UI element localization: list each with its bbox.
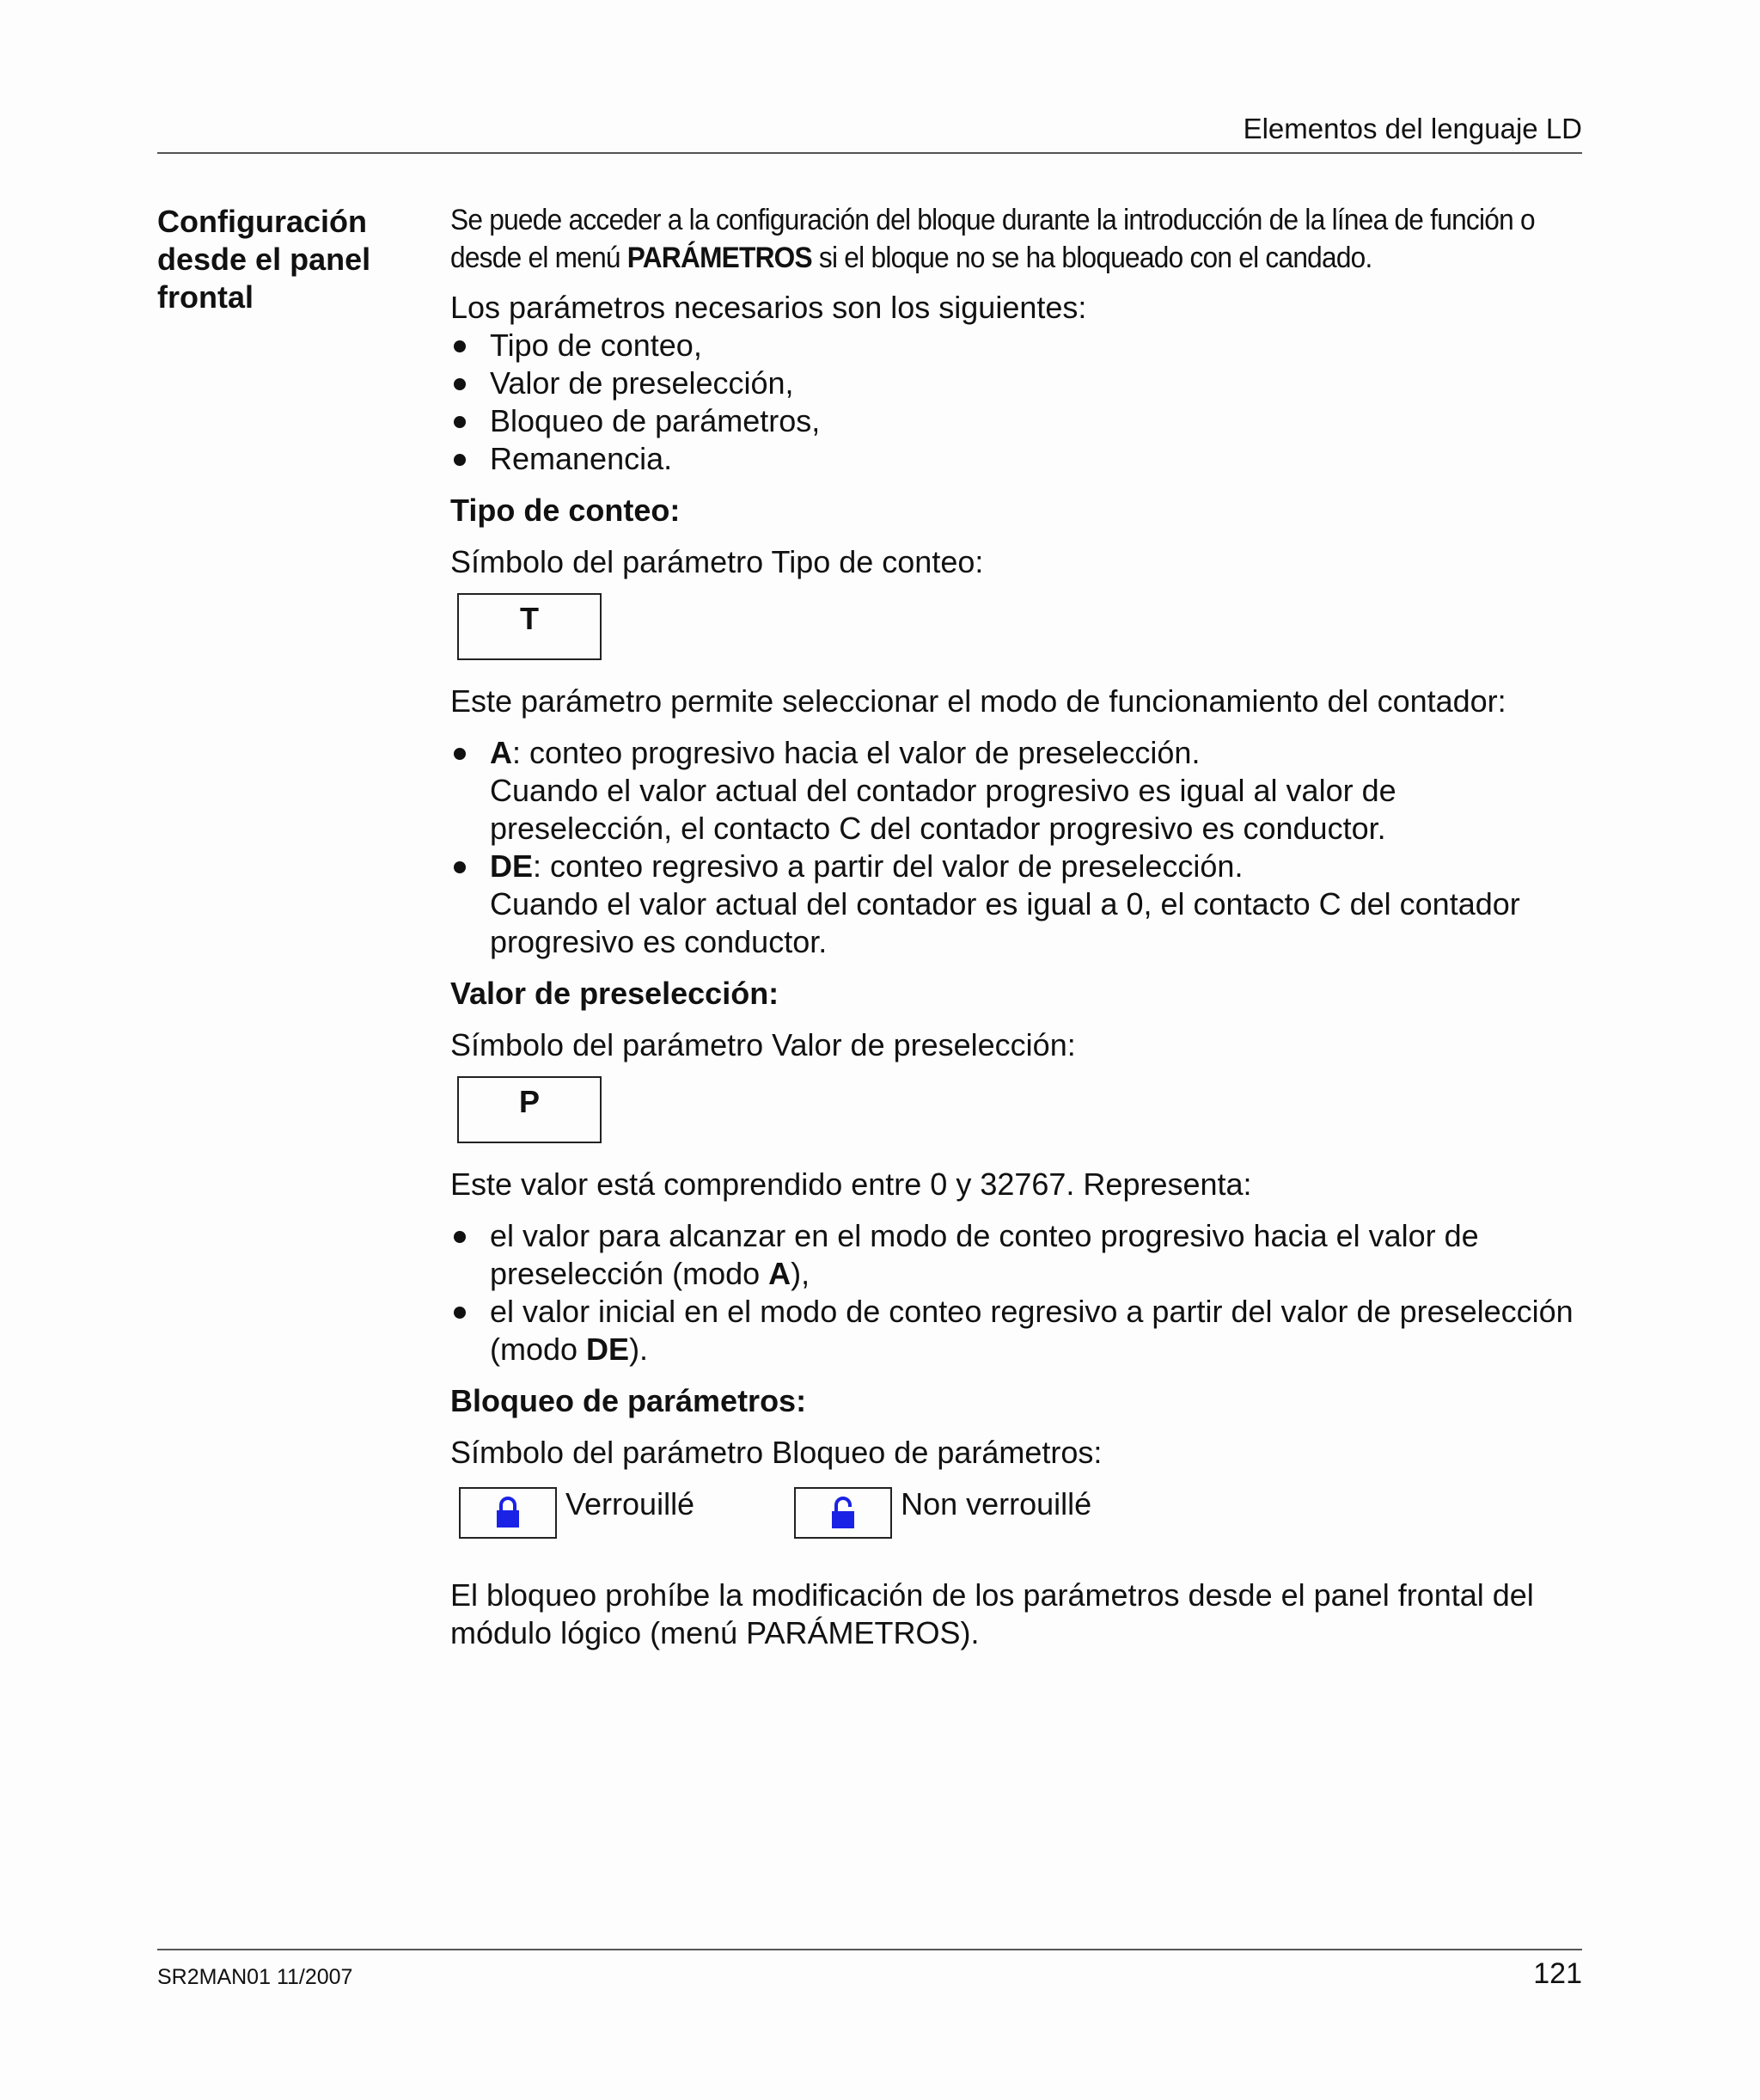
intro-paragraph: Se puede acceder a la configuración del bloque durante la introducción de la línea de función o desde el menú PARÁMETROS si el bloque no se ha bloqueado con el candado. [450, 204, 1535, 274]
symbol-label-valor: Símbolo del parámetro Valor de preselección: [450, 1027, 1076, 1062]
mode-list [450, 734, 1585, 961]
section-heading-valor: Valor de preselección: [450, 976, 779, 1011]
running-header: Elementos del lenguaje LD [1243, 113, 1582, 144]
list-item: DE: conteo regresivo a partir del valor de preselección. Cuando el valor actual del contador es igual a 0, el contacto C del contador progresivo es conductor. [450, 848, 1585, 961]
unlocked-label: Non verrouillé [901, 1486, 1092, 1521]
params-list [450, 327, 1585, 478]
main-content [450, 201, 1585, 1652]
mode-code: A [490, 735, 512, 770]
padlock-unlocked-icon [830, 1496, 856, 1530]
params-intro: Los parámetros necesarios son los siguientes: [450, 290, 1087, 325]
bloqueo-desc: El bloqueo prohíbe la modificación de los parámetros desde el panel frontal del módulo lógico (menú PARÁMETROS). [450, 1577, 1534, 1650]
symbol-box-t: T [457, 593, 602, 660]
valor-desc: Este valor está comprendido entre 0 y 32767. Representa: [450, 1166, 1252, 1202]
symbol-box-p: P [457, 1076, 602, 1143]
footer-rule [157, 1949, 1582, 1950]
section-heading-tipo-conteo: Tipo de conteo: [450, 493, 681, 528]
header-rule [157, 152, 1582, 154]
list-item: Tipo de conteo, [450, 327, 1585, 364]
doc-reference: SR2MAN01 11/2007 [157, 1965, 353, 1989]
tipo-conteo-desc: Este parámetro permite seleccionar el modo de funcionamiento del contador: [450, 683, 1506, 719]
mode-code: DE [490, 848, 534, 884]
symbol-label-tipo: Símbolo del parámetro Tipo de conteo: [450, 544, 984, 579]
lock-symbols-row [450, 1487, 1585, 1539]
side-heading: Configuración desde el panel frontal [157, 204, 371, 315]
unlocked-symbol-box [794, 1487, 892, 1539]
list-item: Remanencia. [450, 440, 1585, 478]
list-item: el valor para alcanzar en el modo de conteo progresivo hacia el valor de preselección (modo A), [450, 1217, 1585, 1293]
list-item: Bloqueo de parámetros, [450, 402, 1585, 440]
locked-label: Verrouillé [565, 1486, 695, 1521]
list-item: el valor inicial en el modo de conteo regresivo a partir del valor de preselección (modo DE). [450, 1293, 1585, 1368]
page-number: 121 [1533, 1957, 1582, 1990]
menu-name: PARÁMETROS [626, 242, 812, 274]
locked-symbol-box [459, 1487, 557, 1539]
padlock-locked-icon [495, 1497, 521, 1529]
valor-list [450, 1217, 1585, 1368]
list-item: Valor de preselección, [450, 364, 1585, 402]
section-heading-bloqueo: Bloqueo de parámetros: [450, 1383, 807, 1418]
list-item: A: conteo progresivo hacia el valor de preselección. Cuando el valor actual del contador progresivo es igual al valor de preselección, el contacto C del contador progresivo es conductor. [450, 734, 1585, 848]
symbol-label-bloqueo: Símbolo del parámetro Bloqueo de parámetros: [450, 1435, 1103, 1470]
